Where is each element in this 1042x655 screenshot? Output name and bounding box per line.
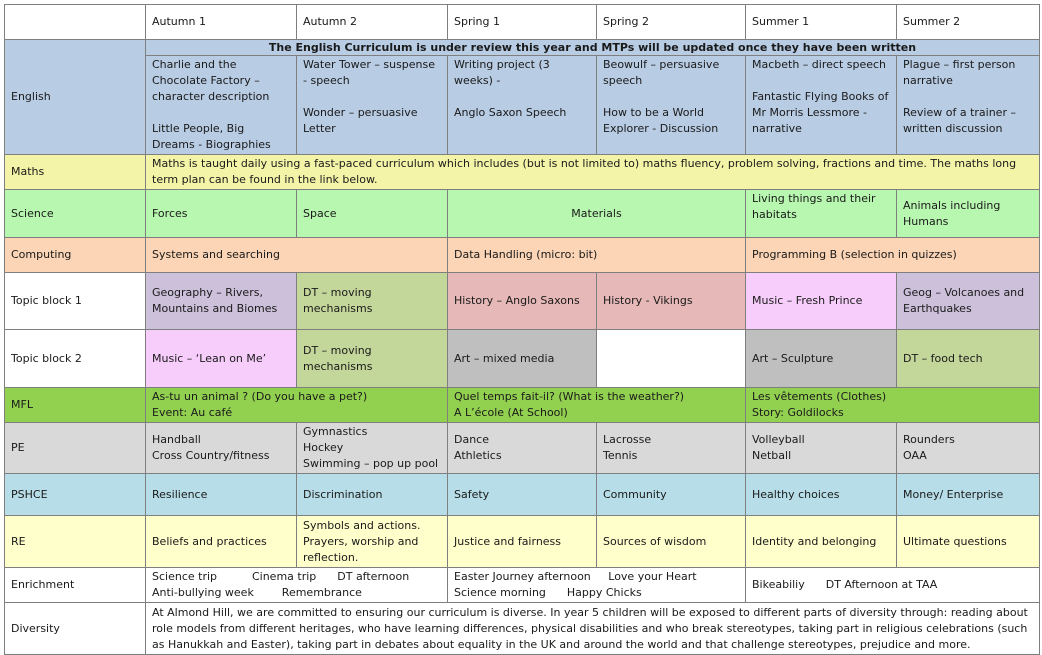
- science-row: [5, 190, 1040, 238]
- mfl-row: [5, 388, 1040, 423]
- pe-autumn-2: Gymnastics Hockey Swimming – pop up pool: [297, 423, 448, 474]
- column-header-spring-1: Spring 1: [448, 5, 597, 40]
- english-spring-2: Beowulf – persuasive speech How to be a World Explorer - Discussion: [597, 56, 746, 155]
- pshce-autumn-1: Resilience: [146, 474, 297, 516]
- column-header-spring-2: Spring 2: [597, 5, 746, 40]
- topic1-autumn-2: DT – moving mechanisms: [297, 273, 448, 330]
- diversity-row: [5, 603, 1040, 655]
- computing-autumn: Systems and searching: [146, 238, 448, 273]
- pe-row: [5, 423, 1040, 474]
- topic-block-2-row: [5, 330, 1040, 388]
- english-review-banner: The English Curriculum is under review this year and MTPs will be updated once they have been written: [146, 40, 1040, 56]
- re-spring-1: Justice and fairness: [448, 516, 597, 568]
- science-forces: Forces: [146, 190, 297, 238]
- enrichment-autumn: Science trip Cinema trip DT afternoon Anti-bullying week Remembrance: [146, 568, 448, 603]
- re-autumn-2: Symbols and actions. Prayers, worship and reflection.: [297, 516, 448, 568]
- pshce-row: [5, 474, 1040, 516]
- topic2-autumn-2: DT – moving mechanisms: [297, 330, 448, 388]
- row-label-enrichment: Enrichment: [5, 568, 146, 603]
- topic-block-1-row: [5, 273, 1040, 330]
- topic1-summer-1: Music – Fresh Prince: [746, 273, 897, 330]
- english-spring-1: Writing project (3 weeks) - Anglo Saxon Speech: [448, 56, 597, 155]
- re-summer-1: Identity and belonging: [746, 516, 897, 568]
- column-header-autumn-1: Autumn 1: [146, 5, 297, 40]
- pshce-summer-2: Money/ Enterprise: [897, 474, 1040, 516]
- topic1-spring-1: History – Anglo Saxons: [448, 273, 597, 330]
- pe-autumn-1: Handball Cross Country/fitness: [146, 423, 297, 474]
- pshce-summer-1: Healthy choices: [746, 474, 897, 516]
- row-label-topic-block-2: Topic block 2: [5, 330, 146, 388]
- topic2-spring-1: Art – mixed media: [448, 330, 597, 388]
- row-label-diversity: Diversity: [5, 603, 146, 655]
- pe-spring-2: Lacrosse Tennis: [597, 423, 746, 474]
- row-label-english: English: [5, 40, 146, 155]
- english-row: [5, 56, 1040, 155]
- row-label-mfl: MFL: [5, 388, 146, 423]
- computing-row: [5, 238, 1040, 273]
- row-label-maths: Maths: [5, 155, 146, 190]
- row-label-topic-block-1: Topic block 1: [5, 273, 146, 330]
- enrichment-spring: Easter Journey afternoon Love your Heart Science morning Happy Chicks: [448, 568, 746, 603]
- column-header-summer-2: Summer 2: [897, 5, 1040, 40]
- english-banner-row: [5, 40, 1040, 56]
- topic1-autumn-1: Geography – Rivers, Mountains and Biomes: [146, 273, 297, 330]
- pe-summer-1: Volleyball Netball: [746, 423, 897, 474]
- topic2-summer-2: DT – food tech: [897, 330, 1040, 388]
- header-row: [5, 5, 1040, 40]
- column-header-summer-1: Summer 1: [746, 5, 897, 40]
- re-autumn-1: Beliefs and practices: [146, 516, 297, 568]
- english-summer-2: Plague – first person narrative Review of a trainer – written discussion: [897, 56, 1040, 155]
- english-autumn-1: Charlie and the Chocolate Factory – character description Little People, Big Dreams - Biographies: [146, 56, 297, 155]
- topic1-spring-2: History - Vikings: [597, 273, 746, 330]
- re-summer-2: Ultimate questions: [897, 516, 1040, 568]
- pe-summer-2: Rounders OAA: [897, 423, 1040, 474]
- topic1-summer-2: Geog – Volcanoes and Earthquakes: [897, 273, 1040, 330]
- row-label-re: RE: [5, 516, 146, 568]
- english-summer-1: Macbeth – direct speech Fantastic Flying Books of Mr Morris Lessmore - narrative: [746, 56, 897, 155]
- maths-description: Maths is taught daily using a fast-paced curriculum which includes (but is not limited to) maths fluency, problem solving, fractions and time. The maths long term plan can be found in the link below.: [146, 155, 1040, 190]
- row-label-science: Science: [5, 190, 146, 238]
- english-autumn-2: Water Tower – suspense - speech Wonder – persuasive Letter: [297, 56, 448, 155]
- corner-cell: [5, 5, 146, 40]
- science-animals: Animals including Humans: [897, 190, 1040, 238]
- pshce-autumn-2: Discrimination: [297, 474, 448, 516]
- pshce-spring-2: Community: [597, 474, 746, 516]
- diversity-description: At Almond Hill, we are committed to ensuring our curriculum is diverse. In year 5 children will be exposed to different parts of diversity through: reading about role models from different heritages, who have learning differences, physical disabilities and who break stereotypes, taking part in religious celebrations (such as Hanukkah and Easter), taking part in debates about equality in the UK and around the world and that challenge stereotypes, prejudice and more.: [146, 603, 1040, 655]
- science-space: Space: [297, 190, 448, 238]
- science-materials: Materials: [448, 190, 746, 238]
- topic2-spring-2: [597, 330, 746, 388]
- enrichment-row: [5, 568, 1040, 603]
- pe-spring-1: Dance Athletics: [448, 423, 597, 474]
- topic2-autumn-1: Music – ‘Lean on Me’: [146, 330, 297, 388]
- row-label-pe: PE: [5, 423, 146, 474]
- column-header-autumn-2: Autumn 2: [297, 5, 448, 40]
- pshce-spring-1: Safety: [448, 474, 597, 516]
- mfl-autumn: As-tu un animal ? (Do you have a pet?) Event: Au café: [146, 388, 448, 423]
- maths-row: [5, 155, 1040, 190]
- curriculum-table: [4, 4, 1040, 655]
- mfl-summer: Les vêtements (Clothes) Story: Goldilocks: [746, 388, 1040, 423]
- re-row: [5, 516, 1040, 568]
- re-spring-2: Sources of wisdom: [597, 516, 746, 568]
- science-living-things: Living things and their habitats: [746, 190, 897, 238]
- topic2-summer-1: Art – Sculpture: [746, 330, 897, 388]
- row-label-pshce: PSHCE: [5, 474, 146, 516]
- row-label-computing: Computing: [5, 238, 146, 273]
- computing-summer: Programming B (selection in quizzes): [746, 238, 1040, 273]
- enrichment-summer: Bikeabiliy DT Afternoon at TAA: [746, 568, 1040, 603]
- computing-spring: Data Handling (micro: bit): [448, 238, 746, 273]
- mfl-spring: Quel temps fait-il? (What is the weather?) A L’école (At School): [448, 388, 746, 423]
